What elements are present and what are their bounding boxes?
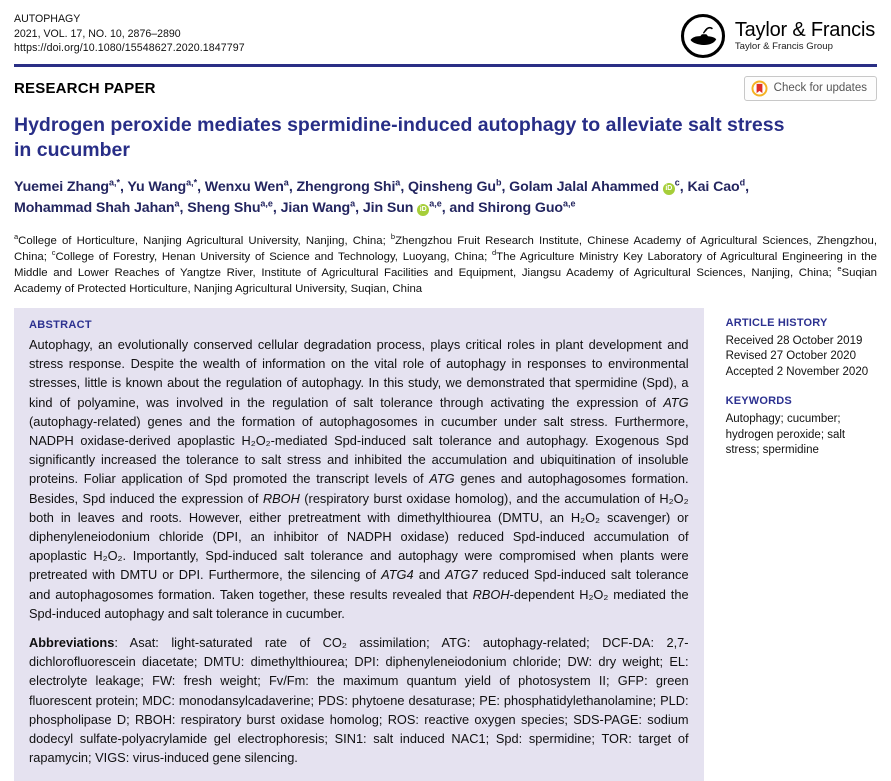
text-run: , Yu Wang (120, 179, 187, 195)
check-for-updates-label: Check for updates (773, 82, 867, 94)
text-run: d (739, 177, 746, 188)
taylor-francis-lamp-icon (680, 13, 726, 59)
text-run: The Agriculture Ministry Key Laboratory of Agricultural Engineering in the Middle and Lower Reaches of Yangtze River, Institute of Agricultural Facilities and Equipment, Jiangsu Academy of Agricultural Sciences, Nanjing, China; (14, 251, 878, 279)
text-run: , Wenxu Wen (197, 179, 284, 195)
page-title (14, 113, 877, 162)
text-run: in cucumber (14, 138, 130, 161)
publisher-group: Taylor & Francis Group (734, 41, 833, 52)
abstract-box (14, 308, 704, 781)
abbreviations-text (29, 633, 689, 767)
text-run: Suqian Academy of Protected Horticulture, Nanjing Agricultural University, Suqian, China (14, 267, 877, 295)
text-run: a,* (186, 177, 198, 188)
text-run: c (674, 177, 680, 188)
text-run: genes and autophagosomes formation. Besides, Spd induced the expression of (29, 471, 689, 506)
text-run: , (745, 179, 749, 195)
text-run: Yuemei Zhang (14, 179, 109, 195)
text-run: RBOH (472, 586, 510, 602)
text-run: a (14, 232, 19, 242)
text-run: , Jin Sun (355, 199, 418, 216)
text-run: Mohammad Shah Jahan (14, 199, 175, 216)
article-history-item: Revised 27 October 2020 (725, 350, 856, 363)
publisher-text (735, 19, 875, 53)
orcid-icon[interactable]: iD (663, 183, 675, 195)
text-run: -dependent H₂O₂ mediated the Spd-induced autophagy and salt tolerance in cucumber. (29, 586, 689, 621)
text-run: a,e (429, 197, 442, 208)
text-run: e (837, 264, 842, 274)
article-history-item: Accepted 2 November 2020 (725, 365, 869, 378)
text-run: d (492, 248, 497, 258)
volume-line: 2021, VOL. 17, NO. 10, 2876–2890 (14, 27, 181, 40)
article-history-block (726, 316, 877, 380)
text-run: , Jian Wang (272, 199, 351, 216)
text-run: Hydrogen peroxide mediates spermidine-induced autophagy to alleviate salt stress (14, 114, 785, 136)
article-info-sidebar (726, 308, 877, 459)
text-run: ATG7 (445, 567, 478, 583)
article-history-item: Received 28 October 2019 (725, 334, 863, 347)
doi-link[interactable]: https://doi.org/10.1080/15548627.2020.1847797 (14, 42, 245, 55)
text-run: RBOH (262, 490, 300, 506)
text-run: , and Shirong Guo (441, 199, 563, 216)
crossmark-icon (751, 80, 768, 97)
text-run: a (395, 177, 401, 188)
journal-name: AUTOPHAGY (14, 13, 81, 25)
keywords-heading: KEYWORDS (725, 395, 792, 408)
text-run: a,* (108, 177, 120, 188)
text-run: (respiratory burst oxidase homolog), and the accumulation of H₂O₂ both in leaves and roots. However, either pretreatment with dimethylthiourea (DMTU, an H₂O₂ scavenger) or diphenyleneiodonium chloride (DPI, an inhibitor of NADPH oxidase) reduced Spd-induced accumulation of apoplastic H₂O₂. Importantly, Spd-induced salt tolerance and autophagy were compromised when plants were pretreated with DMTU or DPI. Furthermore, the silencing of (29, 490, 689, 583)
text-run: ATG (663, 394, 689, 410)
header-divider (14, 64, 877, 67)
text-run: a (283, 177, 289, 188)
abstract-heading: ABSTRACT (29, 319, 92, 331)
publisher-name: Taylor & Francis (734, 19, 875, 41)
text-run: Abbreviations (29, 635, 115, 651)
paper-type-label: RESEARCH PAPER (14, 79, 156, 97)
text-run: ATG4 (381, 567, 414, 583)
keywords-text: Autophagy; cucumber; hydrogen peroxide; salt stress; spermidine (725, 412, 846, 457)
text-run: , Golam Jalal Ahammed (501, 179, 663, 195)
text-run: , Kai Cao (679, 179, 740, 195)
text-run: a (174, 197, 180, 208)
text-run: Autophagy, an evolutionally conserved cellular degradation process, plays critical roles in plant development and stress response. Despite the wealth of information on the vital role of autophagy in responses to environmental stresses, little is known about the regulation of autophagy. In this study, we demonstrated that spermidine (Spd), a kind of polyamine, was involved in the regulation of salt tolerance through activating the expression of (29, 337, 689, 410)
content-row (14, 308, 877, 781)
masthead (14, 12, 877, 59)
text-run: and (413, 567, 446, 583)
text-run: ATG (429, 471, 455, 487)
text-run: (autophagy-related) genes and the formation of autophagosomes in cucumber under salt stress. Furthermore, NADPH oxidase-derived apoplastic H₂O₂-mediated Spd-induced salt tolerance and autophagy. Exogenous Spd significantly increased the tolerance to salt stress and inhibited the accumulation and ubiquitination of insoluble proteins. Foliar application of Spd promoted the transcript levels of (29, 413, 689, 487)
affiliations (14, 233, 877, 297)
check-for-updates-button[interactable] (744, 76, 877, 101)
paper-type-row (14, 76, 877, 100)
text-run: College of Horticulture, Nanjing Agricultural University, Nanjing, China; (18, 235, 391, 247)
publisher-brand (680, 13, 875, 59)
text-run: a,e (562, 197, 576, 208)
keywords-block (726, 394, 877, 458)
text-run: b (390, 232, 396, 242)
article-history-heading: ARTICLE HISTORY (725, 317, 828, 329)
authors-line (14, 177, 877, 218)
text-run: a (350, 197, 356, 208)
text-run: : Asat: light-saturated rate of CO₂ assimilation; ATG: autophagy-related; DCF-DA: 2,7-dichlorofluorescein diacetate; DMTU: dimethylthiourea; DPI: diphenyleneiodonium chloride; DW: dry weight; EL: electrolyte leakage; FW: fresh weight; Fv/Fm: the maximum quantum yield of photosystem II; GFP: green fluorescent protein; MDC: monodansylcadaverine; PDS: phytoene desaturase; PE: phosphatidylethanolamine; PLD: phospholipase D; RBOH: respiratory burst oxidase homolog; ROS: reactive oxygen species; SDS-PAGE: sodium dodecyl sulfate-polyacrylamide gel electrophoresis; SIN1: salt induced NAC1; Spd: spermidine; TOR: target of rapamycin; VIGS: virus-induced gene silencing. (29, 635, 689, 766)
text-run: b (495, 177, 502, 188)
text-run: c (51, 248, 56, 258)
text-run: , Zhengrong Shi (288, 179, 396, 195)
publication-info (14, 12, 245, 56)
orcid-icon[interactable]: iD (417, 204, 429, 216)
abstract-text (29, 335, 689, 623)
text-run: reduced Spd-induced salt tolerance and autophagosomes formation. Taken together, these results revealed that (29, 567, 689, 602)
text-run: a,e (260, 197, 273, 208)
text-run: Zhengzhou Fruit Research Institute, Chinese Academy of Agricultural Sciences, Zhengzhou, China; (14, 235, 877, 263)
text-run: , Qinsheng Gu (400, 179, 496, 195)
text-run: , Sheng Shu (179, 199, 261, 216)
text-run: College of Forestry, Henan University of Science and Technology, Luoyang, China; (55, 251, 492, 263)
